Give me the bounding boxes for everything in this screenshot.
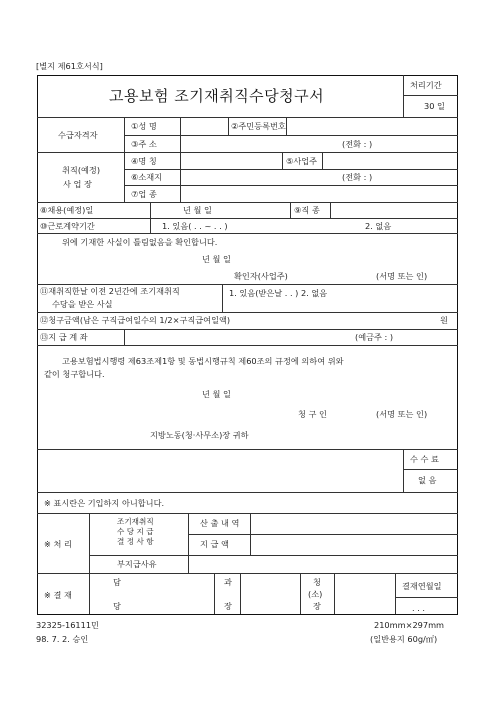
col-rule — [286, 117, 287, 135]
confirm-date: 년 월 일 — [202, 254, 231, 264]
approval-c3-bottom: 장 — [313, 601, 321, 611]
row-rule — [37, 152, 458, 153]
pay-label: 지 급 액 — [200, 539, 229, 549]
col-rule — [124, 329, 125, 345]
declaration-line-1: 고용보험법시행령 제63조제1항 및 동법시행규칙 제60조의 규정에 의하여 위와 — [62, 356, 344, 366]
decision-line-1: 조기재취직 — [117, 517, 154, 526]
col-rule — [290, 202, 291, 218]
declaration-line-2: 같이 청구합니다. — [44, 369, 105, 379]
col-rule — [124, 117, 125, 202]
col-rule — [188, 555, 189, 573]
prior-benefit-options: 1. 있음(받은날 . . ) 2. 없음 — [229, 288, 328, 298]
address-label: ③주 소 — [131, 139, 157, 149]
form-id: [별지 제61호서식] — [36, 61, 103, 71]
page-title: 고용보험 조기재취직수당청구서 — [109, 87, 325, 105]
industry-label: ⑦업 종 — [131, 189, 157, 199]
claimant-label: 수급자격자 — [58, 130, 98, 140]
addressee: 지방노동(청·사무소)장 귀하 — [150, 430, 249, 440]
confirm-statement: 위에 기재한 사실이 틀림없음을 확인합니다. — [62, 237, 218, 247]
employer-owner-label: ⑤사업주 — [286, 156, 318, 166]
claimant-phone: (전화 : ) — [342, 139, 373, 149]
contract-option-1: 1. 있음( . . ~ . . ) — [162, 221, 228, 231]
footer-code: 32325-16111민 — [36, 620, 99, 630]
prior-benefit-label-2: 수당을 받은 사실 — [52, 299, 113, 309]
col-rule — [150, 202, 151, 233]
frame-top — [37, 75, 458, 76]
col-rule — [250, 513, 251, 555]
row-rule — [403, 469, 458, 470]
claimant-sign-label: 청 구 인 — [298, 409, 327, 419]
col-rule — [395, 573, 396, 614]
col-rule — [240, 573, 241, 614]
employer-name-label: ④명 칭 — [131, 156, 157, 166]
col-rule — [188, 513, 189, 555]
frame-bottom — [37, 614, 458, 615]
row-rule — [395, 597, 458, 598]
row-rule — [37, 117, 458, 118]
approval-c1-bottom: 당 — [113, 601, 121, 611]
account-label: ⑬지 급 계 좌 — [40, 332, 88, 342]
row-rule — [37, 449, 458, 450]
row-rule — [37, 284, 458, 285]
col-rule — [228, 117, 229, 135]
contract-option-2: 2. 없음 — [365, 221, 392, 231]
row-rule — [37, 218, 458, 219]
approval-c3-top: 청 — [313, 577, 321, 587]
row-rule — [37, 492, 458, 493]
approval-c2-top: 과 — [224, 577, 232, 587]
col-rule — [89, 573, 90, 614]
row-rule — [37, 312, 458, 313]
approval-c2-bottom: 장 — [224, 601, 232, 611]
row-rule — [124, 135, 458, 136]
depositor-label: (예금주 : ) — [355, 332, 394, 342]
note: ※ 표시란은 기입하지 아니합니다. — [44, 498, 165, 508]
employer-phone: (전화 : ) — [342, 172, 373, 182]
claim-amount-label: ⑫청구금액(남은 구직급여일수의 1/2×구직급여일액) — [40, 315, 231, 325]
col-rule — [214, 573, 215, 614]
hire-date-label: ⑧채용(예정)일 — [40, 205, 94, 215]
divider — [403, 75, 404, 117]
employer-location-label: ⑥소재지 — [131, 172, 163, 182]
rrn-label: ②주민등록번호 — [231, 121, 286, 131]
job-type-label: ⑨직 종 — [294, 205, 320, 215]
decision-line-2: 수 당 지 급 — [117, 527, 154, 536]
row-rule — [37, 513, 458, 514]
confirmer-label: 확인자(사업주) — [234, 271, 288, 281]
prior-benefit-label-1: ⑪재취직한날 이전 2년간에 조기재취직 — [40, 286, 180, 296]
col-rule — [89, 513, 90, 573]
approval-date-label: 결재연월일 — [402, 581, 442, 591]
calc-label: 산 출 내 역 — [200, 518, 240, 528]
col-rule — [180, 117, 181, 202]
row-rule — [89, 555, 458, 556]
col-rule — [222, 284, 223, 312]
claim-amount-unit: 원 — [440, 315, 448, 325]
contract-label: ⑩근로계약기간 — [40, 221, 95, 231]
employer-label-2: 사 업 장 — [63, 179, 92, 189]
processing-value: 30 일 — [424, 101, 445, 111]
processing-label: 처리기간 — [410, 80, 442, 90]
approval-date-value: . . . — [412, 603, 426, 613]
row-rule — [188, 534, 458, 535]
fee-label: 수 수 료 — [410, 454, 439, 464]
claimant-sign: (서명 또는 인) — [376, 409, 428, 419]
divider — [403, 95, 458, 96]
row-rule — [37, 202, 458, 203]
fee-value: 없 음 — [418, 475, 437, 485]
row-rule — [124, 169, 458, 170]
processing-label: ※ 처 리 — [44, 539, 72, 549]
footer-paper: (일반용지 60g/㎡) — [370, 634, 438, 644]
footer-approved: 98. 7. 2. 승인 — [36, 634, 89, 644]
col-rule — [322, 152, 323, 169]
approval-c1-top: 담 — [113, 577, 121, 587]
footer-size: 210mm×297mm — [374, 620, 445, 630]
row-rule — [37, 329, 458, 330]
name-label: ①성 명 — [131, 121, 157, 131]
col-rule — [334, 573, 335, 614]
declaration-date: 년 월 일 — [202, 389, 231, 399]
col-rule — [282, 152, 283, 169]
approval-c3-mid: (소) — [308, 589, 323, 599]
confirmer-sign: (서명 또는 인) — [376, 271, 428, 281]
approval-label: ※ 결 재 — [44, 590, 72, 600]
row-rule — [37, 233, 458, 234]
reason-label: 부지급사유 — [117, 559, 157, 569]
employer-label-1: 취직(예정) — [62, 165, 101, 175]
col-rule — [403, 449, 404, 492]
col-rule — [300, 573, 301, 614]
col-rule — [330, 202, 331, 218]
decision-line-3: 결 정 사 항 — [117, 537, 154, 546]
row-rule — [37, 345, 458, 346]
row-rule — [124, 185, 458, 186]
hire-date-text: 년 월 일 — [183, 205, 212, 215]
